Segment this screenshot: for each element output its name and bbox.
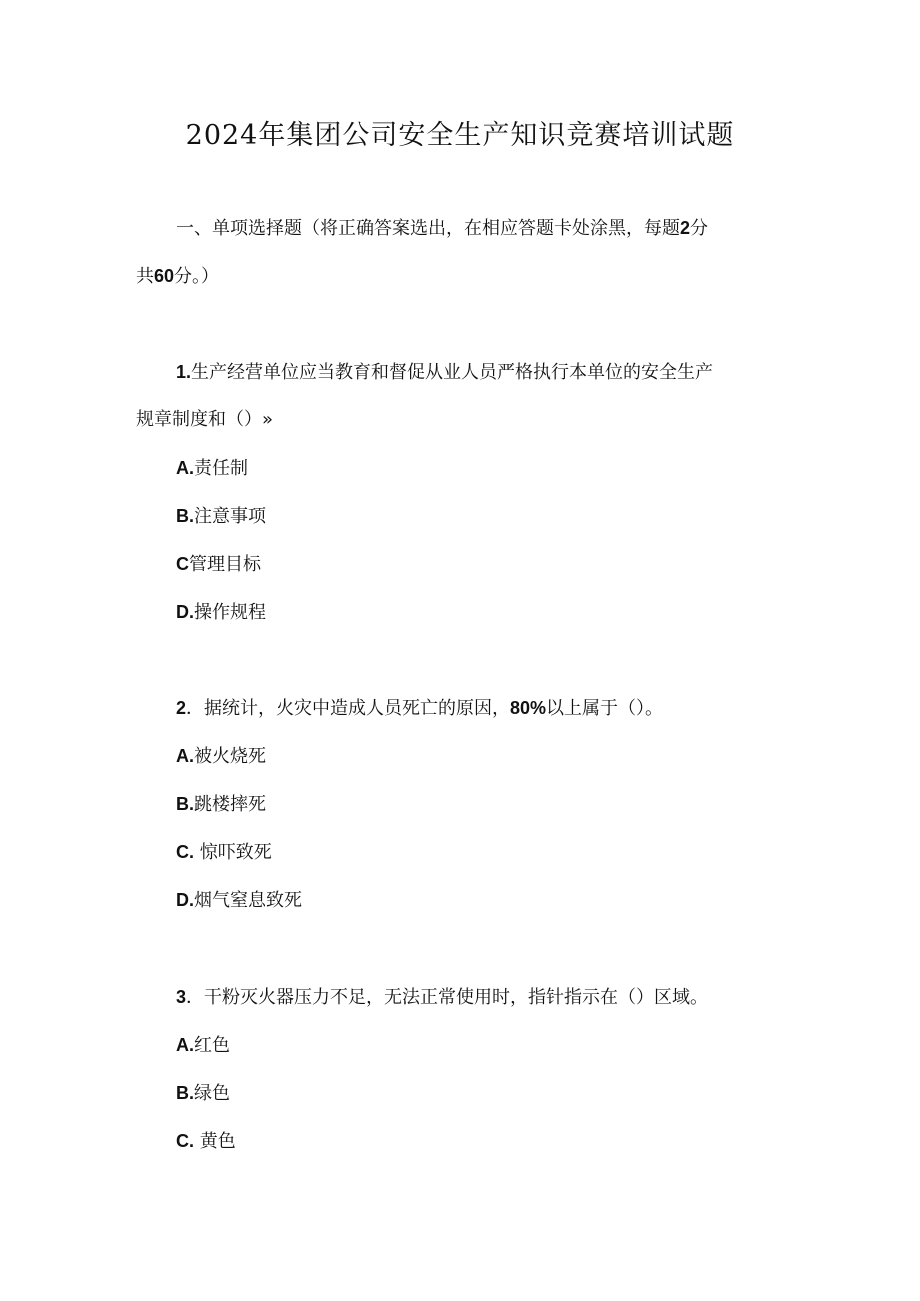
question-2-option-a — [176, 742, 266, 771]
option-label: A. — [176, 458, 194, 478]
option-text: 绿色 — [194, 1083, 230, 1104]
section-heading-line2-end: 分。） — [174, 266, 220, 287]
option-label: C. — [176, 1131, 194, 1151]
question-number: 2 — [176, 698, 187, 718]
question-3-option-a — [176, 1031, 230, 1060]
option-text: 管理目标 — [189, 554, 261, 575]
question-3-line1 — [176, 983, 708, 1012]
option-text: 跳楼摔死 — [194, 794, 266, 815]
section-heading-line1 — [176, 214, 708, 243]
option-label: B. — [176, 794, 194, 814]
question-3-option-b — [176, 1079, 230, 1108]
section-heading-unit: 分 — [690, 218, 709, 239]
question-1-line2: 规章制度和（）» — [136, 409, 274, 430]
document-title: 2024年集团公司安全生产知识竞赛培训试题 — [185, 120, 735, 151]
option-label: C. — [176, 842, 194, 862]
question-text: ．干粉灭火器压力不足，无法正常使用时，指针指示在（）区域。 — [186, 987, 709, 1008]
option-label: A. — [176, 1035, 194, 1055]
option-text: 惊吓致死 — [194, 842, 272, 863]
section-heading-line2-text: 共 — [136, 266, 154, 287]
question-1-option-b — [176, 502, 266, 531]
question-2-line1 — [176, 694, 663, 723]
question-text: ．据统计，火灾中造成人员死亡的原因， — [186, 698, 511, 719]
question-1-option-c — [176, 550, 261, 579]
question-1-line1 — [176, 358, 713, 387]
section-heading-total-points: 60 — [154, 266, 175, 286]
option-label: D. — [176, 890, 194, 910]
option-text: 责任制 — [194, 458, 248, 479]
option-text: 操作规程 — [194, 602, 266, 623]
question-2-option-c — [176, 838, 272, 867]
question-text: 生产经营单位应当教育和督促从业人员严格执行本单位的安全生产 — [191, 362, 714, 383]
option-label: A. — [176, 746, 194, 766]
question-2-option-d — [176, 886, 302, 915]
option-label: C — [176, 554, 189, 574]
question-text-end: 以上属于（）。 — [546, 698, 664, 719]
option-text: 烟气窒息致死 — [194, 890, 302, 911]
question-3-option-c — [176, 1127, 236, 1156]
option-text: 被火烧死 — [194, 746, 266, 767]
option-text: 红色 — [194, 1035, 230, 1056]
option-text: 黄色 — [194, 1131, 236, 1152]
question-1-option-d — [176, 598, 266, 627]
option-label: B. — [176, 506, 194, 526]
section-heading-line2 — [136, 262, 219, 291]
option-label: B. — [176, 1083, 194, 1103]
question-2-option-b — [176, 790, 266, 819]
option-label: D. — [176, 602, 194, 622]
section-heading-text: 一、单项选择题（将正确答案选出，在相应答题卡处涂黑，每题 — [176, 218, 680, 239]
option-text: 注意事项 — [194, 506, 266, 527]
section-heading-points-per-question: 2 — [680, 218, 691, 238]
question-number: 3 — [176, 987, 187, 1007]
question-1-option-a — [176, 454, 248, 483]
question-percentage: 80% — [510, 698, 547, 718]
question-number: 1. — [176, 362, 192, 382]
